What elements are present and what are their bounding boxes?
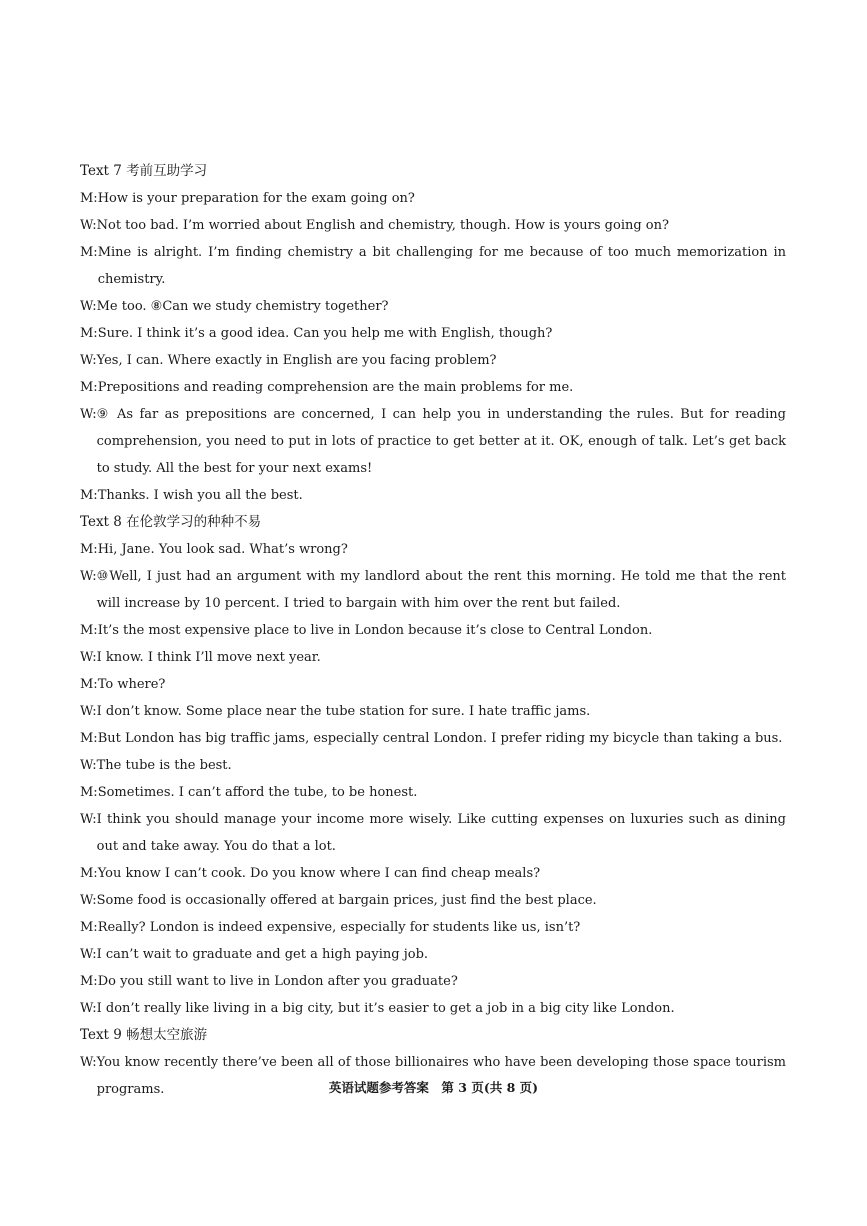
speaker-label: W:	[80, 1001, 97, 1016]
dialogue-line	[80, 644, 786, 671]
speaker-label: W:	[80, 1055, 97, 1070]
speaker-label: M:	[80, 326, 98, 341]
dialogue-line	[80, 617, 786, 644]
dialogue-line	[80, 320, 786, 347]
dialogue-text: ⑨ As far as prepositions are concerned, I can help you in understanding the rules. But for reading comprehension, you need to put in lots of practice to get better at it. OK, enough of talk. Let’s get back to study. All the best for your next exams!	[96, 407, 786, 476]
dialogue-text: But London has big traffic jams, especially central London. I prefer riding my bicycle than taking a bus.	[97, 731, 783, 746]
dialogue-text: Do you still want to live in London after you graduate?	[97, 974, 458, 989]
dialogue-text: ⑩Well, I just had an argument with my landlord about the rent this morning. He told me that the rent will increase by 10 percent. I tried to bargain with him over the rent but failed.	[96, 569, 786, 611]
section-heading: Text 9 畅想太空旅游	[80, 1027, 208, 1043]
dialogue-text: Sometimes. I can’t afford the tube, to be honest.	[97, 785, 418, 800]
dialogue-line	[80, 374, 786, 401]
dialogue-line	[80, 995, 786, 1022]
dialogue-text: Thanks. I wish you all the best.	[97, 488, 303, 503]
dialogue-text: Me too. ⑧Can we study chemistry together?	[96, 299, 389, 314]
dialogue-line	[80, 293, 786, 320]
dialogue-line	[80, 401, 786, 482]
speaker-label: M:	[80, 542, 98, 557]
dialogue-line	[80, 536, 786, 563]
dialogue-line	[80, 239, 786, 293]
dialogue-text: I can’t wait to graduate and get a high paying job.	[96, 947, 429, 962]
dialogue-line	[80, 347, 786, 374]
dialogue-line	[80, 482, 786, 509]
dialogue-text: Not too bad. I’m worried about English and chemistry, though. How is yours going on?	[96, 218, 669, 233]
section-heading: Text 8 在伦敦学习的种种不易	[80, 514, 262, 530]
speaker-label: W:	[80, 947, 97, 962]
dialogue-text: Some food is occasionally offered at bargain prices, just find the best place.	[96, 893, 597, 908]
dialogue-text: How is your preparation for the exam going on?	[97, 191, 415, 206]
dialogue-line	[80, 860, 786, 887]
document-body	[80, 158, 786, 1103]
speaker-label: M:	[80, 623, 98, 638]
speaker-label: M:	[80, 785, 98, 800]
dialogue-text: Sure. I think it’s a good idea. Can you help me with English, though?	[97, 326, 553, 341]
speaker-label: W:	[80, 353, 97, 368]
dialogue-line	[80, 752, 786, 779]
dialogue-text: Really? London is indeed expensive, especially for students like us, isn’t?	[97, 920, 581, 935]
speaker-label: M:	[80, 866, 98, 881]
dialogue-text: You know recently there’ve been all of those billionaires who have been developing those space tourism programs.	[96, 1055, 786, 1097]
dialogue-text: To where?	[97, 677, 166, 692]
speaker-label: M:	[80, 974, 98, 989]
speaker-label: M:	[80, 380, 98, 395]
section-heading: Text 7 考前互助学习	[80, 163, 208, 179]
dialogue-line	[80, 563, 786, 617]
dialogue-text: Mine is alright. I’m finding chemistry a bit challenging for me because of too much memorization in chemistry.	[97, 245, 786, 287]
speaker-label: M:	[80, 920, 98, 935]
speaker-label: M:	[80, 731, 98, 746]
speaker-label: W:	[80, 407, 97, 422]
dialogue-line	[80, 941, 786, 968]
dialogue-text: It’s the most expensive place to live in London because it’s close to Central London.	[97, 623, 653, 638]
dialogue-text: I don’t really like living in a big city, but it’s easier to get a job in a big city like London.	[96, 1001, 675, 1016]
dialogue-text: The tube is the best.	[96, 758, 232, 773]
dialogue-text: I think you should manage your income more wisely. Like cutting expenses on luxuries such as dining out and take away. You do that a lot.	[96, 812, 786, 854]
speaker-label: M:	[80, 677, 98, 692]
dialogue-line	[80, 968, 786, 995]
dialogue-line	[80, 698, 786, 725]
speaker-label: W:	[80, 758, 97, 773]
speaker-label: M:	[80, 488, 98, 503]
speaker-label: W:	[80, 650, 97, 665]
dialogue-text: I don’t know. Some place near the tube station for sure. I hate traffic jams.	[96, 704, 591, 719]
dialogue-line	[80, 725, 786, 752]
speaker-label: W:	[80, 218, 97, 233]
dialogue-line	[80, 887, 786, 914]
speaker-label: M:	[80, 245, 98, 260]
dialogue-line	[80, 806, 786, 860]
dialogue-text: Yes, I can. Where exactly in English are you facing problem?	[96, 353, 497, 368]
dialogue-line	[80, 914, 786, 941]
dialogue-text: Hi, Jane. You look sad. What’s wrong?	[97, 542, 348, 557]
page-footer: 英语试题参考答案 第 3 页(共 8 页)	[328, 1080, 539, 1095]
speaker-label: W:	[80, 569, 97, 584]
speaker-label: W:	[80, 704, 97, 719]
speaker-label: M:	[80, 191, 98, 206]
dialogue-text: You know I can’t cook. Do you know where I can find cheap meals?	[97, 866, 541, 881]
speaker-label: W:	[80, 812, 97, 827]
dialogue-text: Prepositions and reading comprehension are the main problems for me.	[97, 380, 574, 395]
dialogue-line	[80, 185, 786, 212]
speaker-label: W:	[80, 299, 97, 314]
speaker-label: W:	[80, 893, 97, 908]
dialogue-line	[80, 779, 786, 806]
dialogue-line	[80, 671, 786, 698]
dialogue-text: I know. I think I’ll move next year.	[96, 650, 321, 665]
dialogue-line	[80, 212, 786, 239]
